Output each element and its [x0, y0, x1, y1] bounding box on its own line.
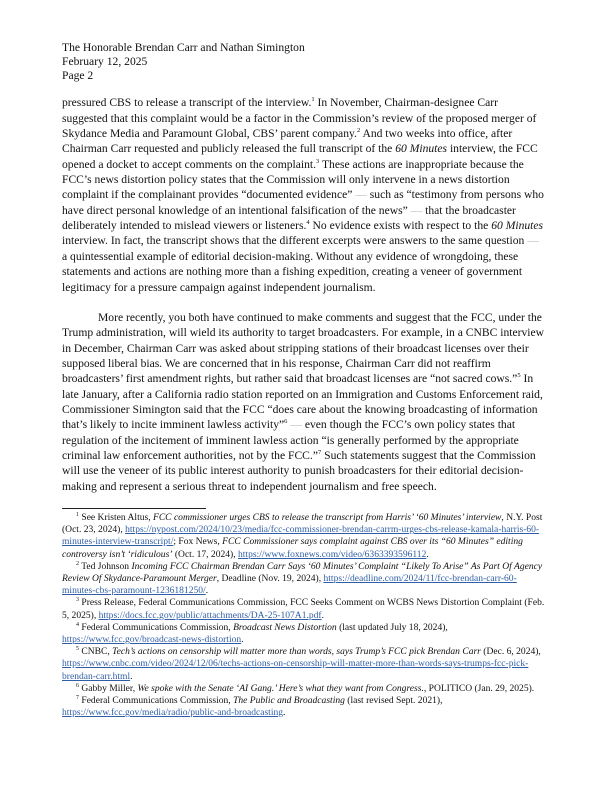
letter-page [62, 41, 546, 719]
fcc-public-broadcasting-link[interactable]: https://www.fcc.gov/media/radio/public-and-broadcasting [62, 707, 284, 719]
page-number: Page 2 [62, 68, 94, 82]
text: Federal Communications Commission, [79, 621, 234, 633]
footnote-number: 7 [76, 695, 79, 702]
text: ; Fox News, [173, 536, 223, 548]
deadline-link[interactable]: https://deadline.com/2024/11/fcc-brendan-carr-60-minutes-cbs-paramount-1236181250/ [62, 573, 517, 597]
footnote-5 [62, 646, 546, 683]
text: (last updated July 18, 2024), [336, 621, 448, 633]
text: Federal Communications Commission, [79, 695, 234, 707]
footnote-ref-6[interactable]: 6 [284, 418, 288, 426]
em-dash: — [355, 188, 367, 202]
text: In November, Chairman-designee Carr suggested that this complaint would be a factor in the Commission’s review of the proposed merger of Skydance Media and Paramount Global, CBS’ parent company. [62, 96, 537, 141]
text: . [321, 609, 324, 621]
footnote-number: 4 [76, 621, 79, 628]
text: See Kristen Altus, [79, 511, 153, 523]
text: , POLITICO (Jan. 29, 2025). [423, 682, 535, 694]
text: These actions are inappropriate because the FCC’s news distortion policy states that the Commission will only intervene in a news distortion complaint if the complainant provides “documented evidence” [62, 157, 524, 202]
text: . [283, 707, 286, 719]
text: that the broadcaster deliberately intended to mislead viewers or listeners. [62, 203, 516, 233]
footnote-number: 1 [76, 511, 79, 518]
text: , Deadline (Nov. 19, 2024), [216, 573, 324, 584]
cnbc-link[interactable]: https://www.cnbc.com/video/2024/12/06/techs-actions-on-censorship-will-matter-more-than-words-says-trumps-fcc-pick-brendan-carr.html [62, 658, 529, 682]
text: . [426, 548, 429, 560]
text: . [205, 585, 209, 597]
footnote-2 [62, 561, 546, 598]
text: interview. In fact, the transcript shows that the different excerpts were answers to the same question [62, 234, 528, 248]
text: interview, the FCC opened a docket to accept comments on the complaint. [62, 142, 538, 171]
fcc-docs-link[interactable]: https://docs.fcc.gov/public/attachments/DA-25-107A1.pdf [98, 609, 322, 621]
text: even though the FCC’s own policy states that regulation of the incitement of imminent lawless action “is generally performed by the appropriate criminal law enforcement authorities, not by the FCC.” [62, 418, 519, 462]
fcc-news-distortion-link[interactable]: https://www.fcc.gov/broadcast-news-distortion [62, 634, 242, 646]
footnote-7 [62, 695, 546, 719]
nypost-link[interactable]: https://nypost.com/2024/10/23/media/fcc-commissioner-brendan-carrm-urges-cbs-release-kamala-harris-60-minutes-interview-transcript/ [62, 524, 540, 548]
article-title: We spoke with the Senate ‘AI Gang.’ Here’s what they want from Congress. [137, 682, 424, 694]
date-line: February 12, 2025 [62, 54, 148, 68]
footnote-number: 5 [76, 646, 79, 653]
article-title: Tech’s actions on censorship will matter more than words, says Trump’s FCC pick Brendan Carr [112, 646, 481, 658]
text: . [241, 634, 244, 646]
article-title: FCC commissioner urges CBS to release the transcript from Harris’ ‘60 Minutes’ interview [152, 511, 502, 523]
text: (last revised Sept. 2021), [344, 695, 443, 707]
article-title: FCC Commissioner says complaint against CBS over its “60 Minutes” editing controversy isn’t ‘ridiculous’ [62, 536, 523, 560]
footnote-ref-2[interactable]: 2 [356, 127, 361, 135]
text: Gabby Miller, [79, 682, 138, 694]
foxnews-link[interactable]: https://www.foxnews.com/video/6363393596112 [237, 548, 427, 560]
footnote-4 [62, 622, 546, 646]
footnote-ref-4[interactable]: 4 [306, 219, 310, 227]
recipients-line: The Honorable Brendan Carr and Nathan Simington [62, 41, 305, 54]
footnote-number: 3 [76, 597, 79, 604]
text: such as “testimony from persons who have direct personal knowledge of an intentional falsification of the news” [62, 188, 544, 217]
footnote-number: 6 [76, 682, 79, 689]
footnote-number: 2 [76, 560, 79, 567]
footnote-ref-1[interactable]: 1 [311, 96, 315, 104]
text: CNBC, [79, 646, 113, 658]
footnote-1 [62, 512, 546, 561]
text: . [130, 670, 133, 682]
text: Press Release, Federal Communications Commission, FCC Seeks Comment on WCBS News Distortion Complaint (Feb. 5, 2025), [62, 597, 545, 621]
footnote-6 [62, 683, 546, 695]
footnote-ref-5[interactable]: 5 [517, 372, 521, 380]
text: And two weeks into office, after Chairman Carr requested and publicly released the full transcript of the [62, 127, 513, 156]
text: More recently, you both have continued to make comments and suggest that the FCC, under the Trump administration, will wield its authority to target broadcasters. For example, in a CNBC interview in December, Chairman Carr was asked about stripping stations of their broadcast licenses over their supposed liberal bias. We are concerned that in his response, Chairman Carr did not reaffirm broadcasters’ first amendment rights, but rather said that broadcast licenses are “not sacred cows.” [62, 310, 545, 386]
article-title: Broadcast News Distortion [233, 621, 337, 633]
text: Such statements suggest that the Commission will use the veneer of its public interest authority to punish broadcasters for their editorial decision-making and represent a serious threat to independent journalism and free speech. [62, 448, 536, 493]
letter-body [62, 95, 546, 494]
footnotes [62, 512, 546, 719]
paragraph-1 [62, 95, 546, 294]
paragraph-2 [62, 310, 546, 494]
show-title: 60 Minutes [395, 142, 448, 156]
article-title: Incoming FCC Chairman Brendan Carr Says ‘60 Minutes’ Complaint “Likely To Arise” As Part Of Agency Review Of Skydance-Paramount Merger [62, 560, 543, 584]
text: , N.Y. Post (Oct. 23, 2024), [62, 511, 543, 536]
em-dash: — [527, 234, 539, 248]
footnote-separator [62, 508, 206, 509]
text: (Oct. 17, 2024), [172, 548, 238, 560]
footnote-3 [62, 597, 546, 621]
show-title: 60 Minutes [491, 219, 544, 233]
text: (Dec. 6, 2024), [480, 646, 541, 658]
footnote-ref-3[interactable]: 3 [316, 157, 320, 165]
em-dash: — [287, 418, 305, 432]
em-dash: — [410, 203, 423, 217]
text: No evidence exists with respect to the [309, 219, 492, 233]
text: pressured CBS to release a transcript of the interview. [62, 96, 312, 110]
text: In late January, after a California radio station reported on an Immigration and Customs Enforcement raid, Commissioner Simington said that the FCC “does care about the knowing broadcasting of information that’s likely to incite imminent lawless activity” [62, 372, 543, 432]
text: Ted Johnson [79, 560, 132, 572]
footnote-ref-7[interactable]: 7 [317, 448, 322, 456]
text: a quintessential example of editorial decision-making. Without any evidence of wrongdoing, these statements and actions are nothing more than a fishing expedition, creating a veneer of government legitimacy for a pressure campaign against independent journalism. [62, 249, 523, 294]
letter-header [62, 41, 546, 82]
article-title: The Public and Broadcasting [233, 695, 345, 707]
